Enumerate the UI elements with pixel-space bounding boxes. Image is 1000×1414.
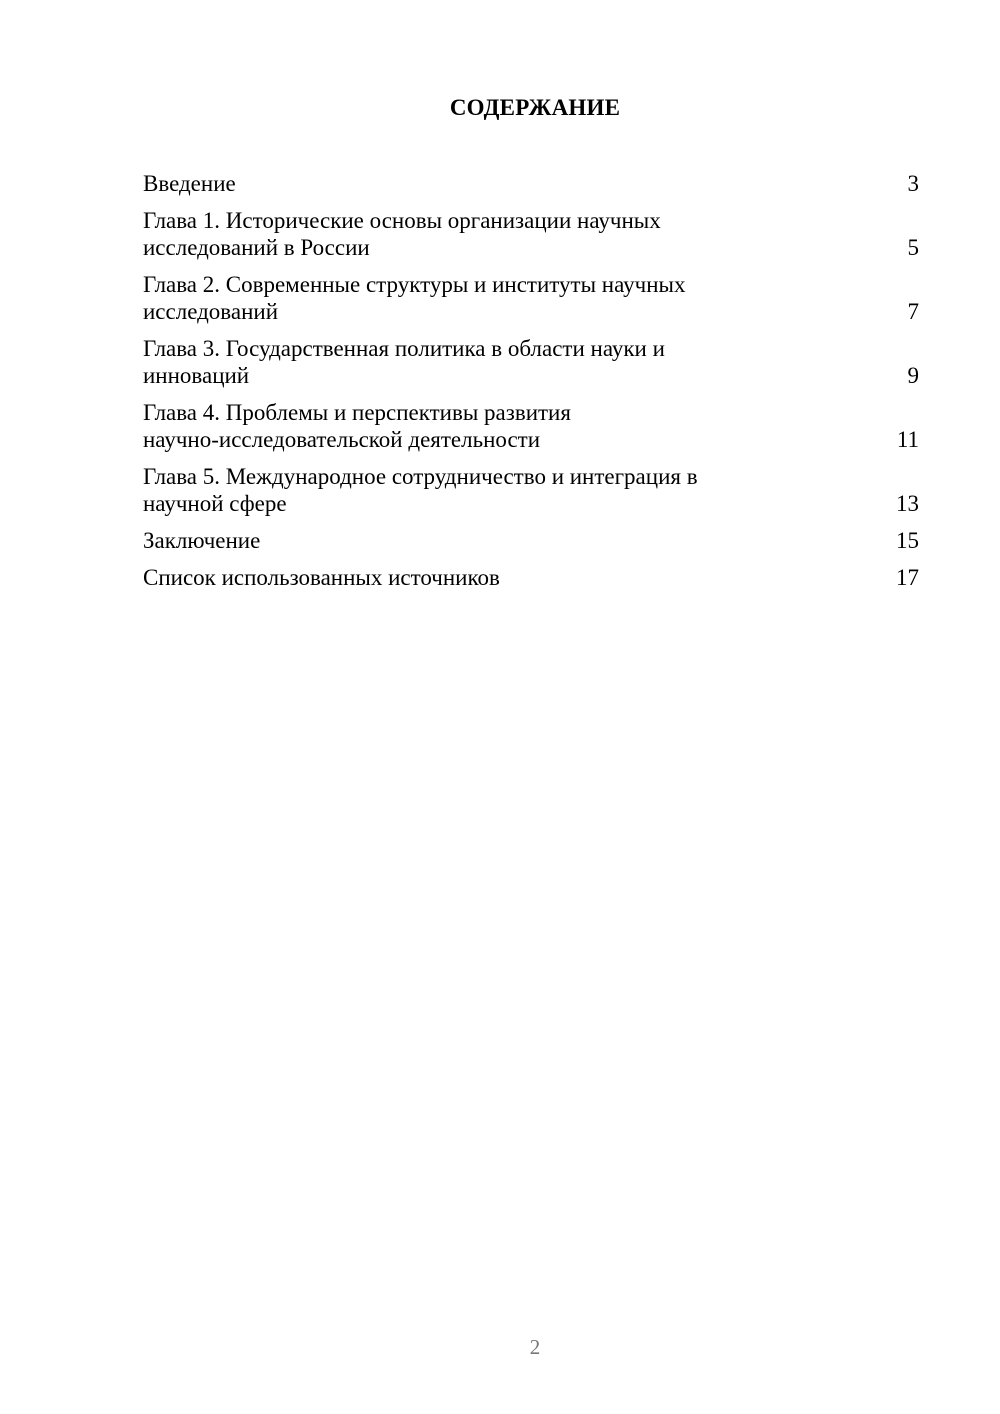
toc-entry-introduction (143, 170, 919, 197)
toc-entry-page: 5 (907, 235, 919, 260)
toc-entry-page: 11 (896, 427, 919, 452)
toc-entry-chapter-1 (143, 207, 919, 261)
toc-entry-text: Глава 2. Современные структуры и институты научных исследований (143, 272, 686, 324)
toc-entry-page: 15 (896, 528, 919, 553)
toc-entry-chapter-2 (143, 271, 919, 325)
toc-entry-page: 9 (907, 363, 919, 388)
toc-entry-conclusion (143, 527, 919, 554)
toc-entry-page: 7 (907, 299, 919, 324)
toc-entry-text: Список использованных источников (143, 565, 500, 590)
toc-entry-text: Заключение (143, 528, 261, 553)
toc-entry-chapter-4 (143, 399, 919, 453)
table-of-contents (143, 170, 919, 601)
toc-entry-text: Глава 5. Международное сотрудничество и интеграция в научной сфере (143, 464, 698, 516)
toc-entry-references (143, 564, 919, 591)
toc-entry-text: Глава 4. Проблемы и перспективы развития научно-исследовательской деятельности (143, 400, 571, 452)
toc-entry-page: 13 (896, 491, 919, 516)
page-title: СОДЕРЖАНИЕ (449, 95, 621, 120)
toc-entry-chapter-3 (143, 335, 919, 389)
toc-entry-page: 17 (896, 565, 919, 590)
toc-entry-text: Глава 3. Государственная политика в области науки и инноваций (143, 336, 665, 388)
toc-entry-page: 3 (907, 171, 919, 196)
toc-entry-chapter-5 (143, 463, 919, 517)
toc-entry-text: Введение (143, 171, 236, 196)
page-number: 2 (529, 1335, 541, 1359)
toc-entry-text: Глава 1. Исторические основы организации научных исследований в России (143, 208, 661, 260)
